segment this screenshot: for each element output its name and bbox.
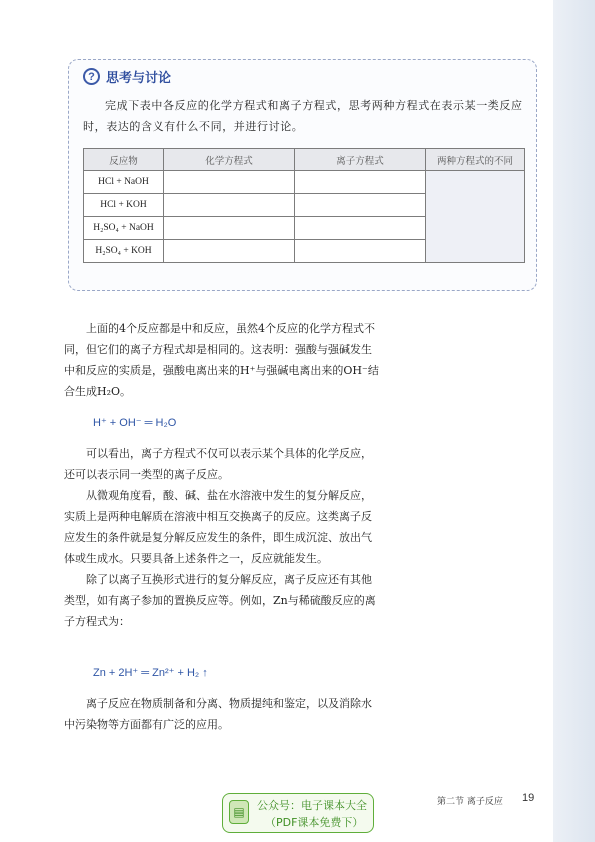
closing-text-block — [64, 693, 382, 735]
seal-line-2: （PDF课本免费下） — [265, 816, 364, 829]
difference-cell[interactable] — [426, 171, 525, 263]
section-title: 第二节 离子反应 — [437, 797, 503, 807]
page-edge-band — [553, 0, 595, 842]
seal-line-1: 公众号：电子课本大全 — [257, 799, 367, 812]
ionic-equation-cell[interactable] — [295, 171, 426, 194]
table-row — [84, 171, 525, 194]
discussion-header — [83, 67, 171, 86]
paragraph: 除了以离子互换形式进行的复分解反应，离子反应还有其他类型，如有离子参加的置换反应等。例如，Zn与稀硫酸反应的离子方程式为： — [64, 573, 376, 628]
body-text-block — [64, 443, 382, 632]
paragraph: 从微观角度看，酸、碱、盐在水溶液中发生的复分解反应，实质上是两种电解质在溶液中相互交换离子的反应。这类离子反应发生的条件就是复分解反应发生的条件，即生成沉淀、放出气体或生成水。只要具备上述条件之一，反应就能发生。 — [64, 489, 372, 565]
table-header-row — [84, 149, 525, 171]
paragraph: 离子反应在物质制备和分离、物质提纯和鉴定，以及消除水中污染物等方面都有广泛的应用。 — [64, 697, 372, 731]
discussion-title: 思考与讨论 — [106, 71, 172, 86]
reactant-cell: HCl + NaOH — [84, 171, 164, 194]
chemical-equation-cell[interactable] — [164, 217, 295, 240]
ionic-equation-cell[interactable] — [295, 240, 426, 263]
chemical-equation-cell[interactable] — [164, 171, 295, 194]
equation-neutralization: H⁺ + OH⁻ ═ H₂O — [93, 417, 177, 429]
book-icon: ▤ — [229, 800, 249, 824]
header-ionic-equation: 离子方程式 — [295, 149, 426, 171]
discussion-box — [68, 59, 537, 291]
chemical-equation-cell[interactable] — [164, 240, 295, 263]
paragraph: 可以看出，离子方程式不仅可以表示某个具体的化学反应，还可以表示同一类型的离子反应。 — [64, 447, 372, 481]
ionic-equation-cell[interactable] — [295, 217, 426, 240]
paragraph: 上面的4个反应都是中和反应，虽然4个反应的化学方程式不同，但它们的离子方程式却是相同的。这表明：强酸与强碱发生中和反应的实质是，强酸电离出来的H⁺与强碱电离出来的OH⁻结合生成H₂O。 — [64, 322, 379, 398]
discussion-intro: 完成下表中各反应的化学方程式和离子方程式，思考两种方程式在表示某一类反应时，表达的含义有什么不同，并进行讨论。 — [83, 99, 523, 133]
chemical-equation-cell[interactable] — [164, 194, 295, 217]
header-chemical-equation: 化学方程式 — [164, 149, 295, 171]
header-difference: 两种方程式的不同 — [426, 149, 525, 171]
equation-zinc: Zn + 2H⁺ ═ Zn²⁺ + H₂ ↑ — [93, 667, 208, 679]
ionic-equation-cell[interactable] — [295, 194, 426, 217]
paragraph-1-block — [64, 318, 382, 402]
reactant-cell: HCl + KOH — [84, 194, 164, 217]
discussion-icon: ? — [83, 68, 100, 85]
page-number: 19 — [522, 792, 535, 804]
header-reactants: 反应物 — [84, 149, 164, 171]
reaction-table — [83, 148, 525, 263]
reactant-cell: H₂SO₄ + NaOH — [84, 217, 164, 240]
publisher-seal — [222, 793, 374, 833]
reactant-cell: H₂SO₄ + KOH — [84, 240, 164, 263]
